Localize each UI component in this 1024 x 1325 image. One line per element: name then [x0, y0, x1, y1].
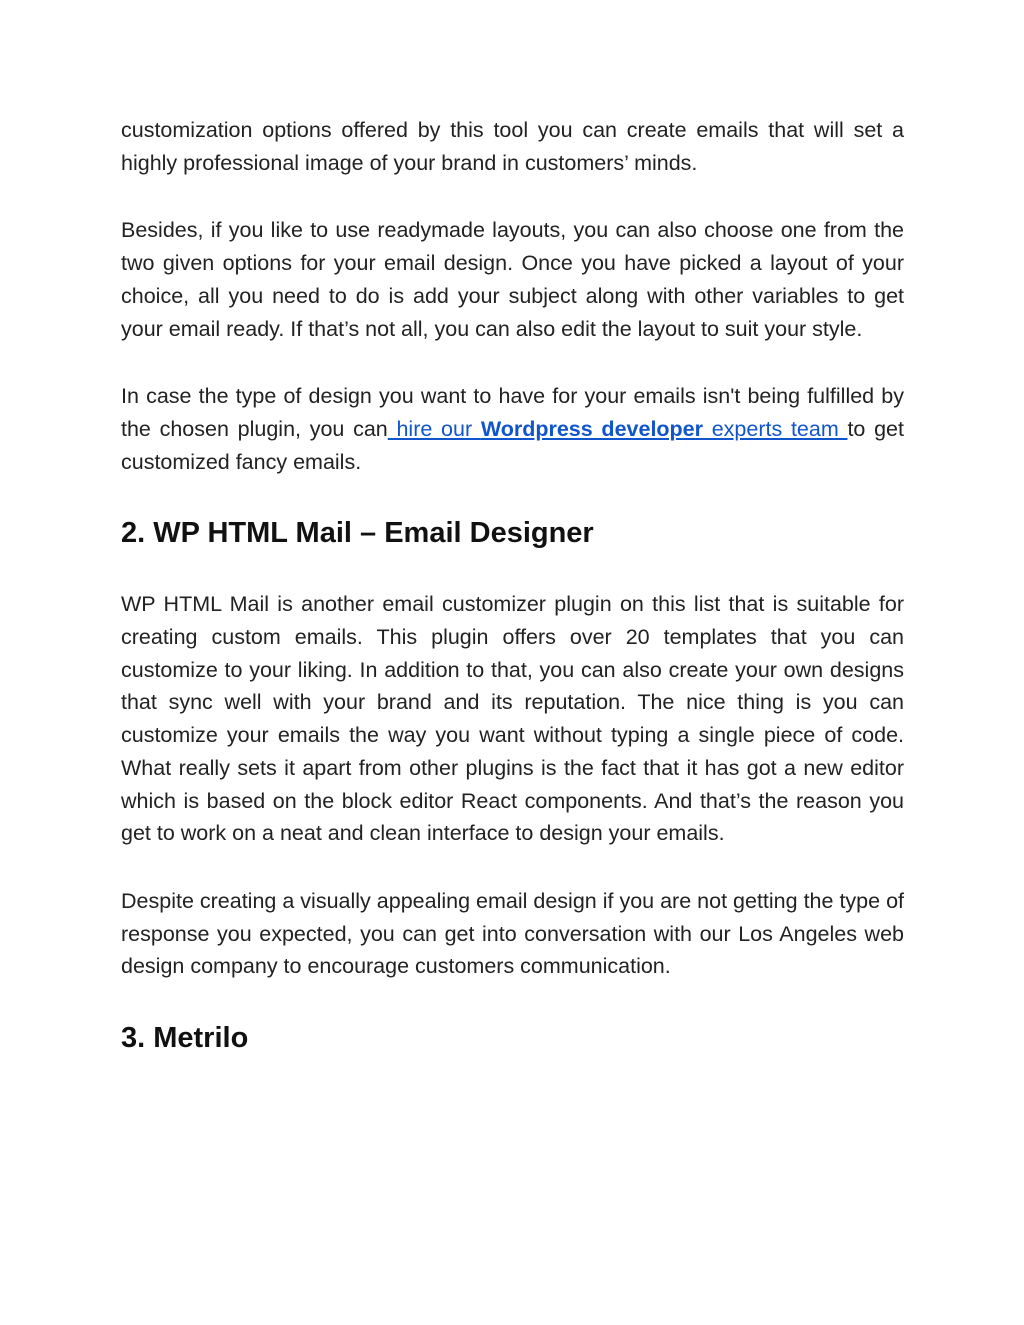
- paragraph-hire-developer-text: In case the type of design you want to have for your emails isn't being fulfilled by the chosen plugin, you can: [121, 384, 904, 441]
- paragraph-wp-html-mail-description: WP HTML Mail is another email customizer plugin on this list that is suitable for creating custom emails. This plugin offers over 20 templates that you can customize to your liking. In addition to that, you can also create your own designs that sync well with your brand and its reputation. The nice thing is you can customize your emails the way you want without typing a single piece of code. What really sets it apart from other plugins is the fact that it has got a new editor which is based on the block editor React components. And that’s the reason you get to work on a neat and clean interface to design your emails.: [121, 592, 904, 846]
- heading-metrilo: 3. Metrilo: [121, 1022, 249, 1055]
- paragraph-customization-options: customization options offered by this tool you can create emails that will set a highly professional image of your brand in customers’ minds.: [121, 118, 904, 175]
- link-text-pre: hire our: [387, 416, 481, 441]
- paragraph-hire-developer: [121, 380, 904, 478]
- paragraph-web-design-company: Despite creating a visually appealing email design if you are not getting the type of response you expected, you can get into conversation with our Los Angeles web design company to encourage customers communication.: [121, 888, 904, 979]
- paragraph-readymade-layouts: Besides, if you like to use readymade layouts, you can also choose one from the two given options for your email design. Once you have picked a layout of your choice, all you need to do is add your subject along with other variables to get your email ready. If that’s not all, you can also edit the layout to suit your style.: [121, 218, 904, 341]
- paragraph-hire-developer-tail: to get customized fancy emails.: [121, 416, 904, 474]
- heading-wp-html-mail: 2. WP HTML Mail – Email Designer: [121, 517, 594, 550]
- link-text-post: experts team: [703, 416, 848, 441]
- wordpress-developer-link[interactable]: [388, 417, 848, 441]
- link-text-bold: Wordpress developer: [480, 416, 704, 441]
- document-page: [121, 114, 904, 1093]
